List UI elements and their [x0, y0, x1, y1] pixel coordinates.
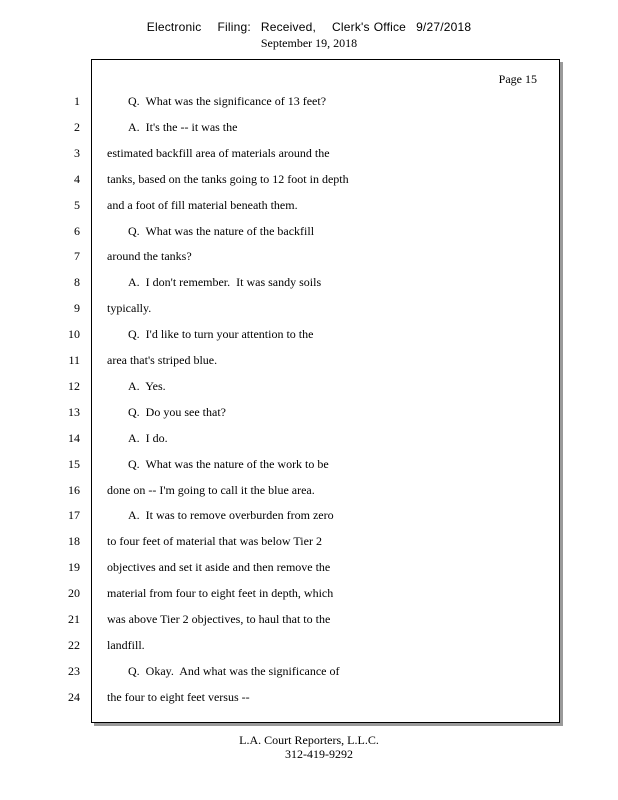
line-text: done on -- I'm going to call it the blue area. — [107, 483, 315, 497]
line-number: 21 — [68, 612, 80, 626]
line-text: to four feet of material that was below Tier 2 — [107, 534, 322, 548]
stamp-word: 9/27/2018 — [416, 20, 472, 34]
line-number: 14 — [68, 431, 80, 445]
line-number: 6 — [74, 224, 80, 238]
line-number: 22 — [68, 638, 80, 652]
line-text: estimated backfill area of materials around the — [107, 146, 330, 160]
line-text: was above Tier 2 objectives, to haul that to the — [107, 612, 331, 626]
line-number: 3 — [74, 146, 80, 160]
line-number: 8 — [74, 275, 80, 289]
line-number: 10 — [68, 327, 80, 341]
line-text: A. I do. — [128, 431, 168, 445]
line-number: 11 — [68, 353, 80, 367]
line-text: A. Yes. — [128, 379, 166, 393]
received-date: September 19, 2018 — [260, 36, 358, 50]
line-text: objectives and set it aside and then remove the — [107, 560, 331, 574]
line-text: Q. What was the nature of the backfill — [128, 224, 315, 238]
line-number: 24 — [68, 690, 80, 704]
line-number: 16 — [68, 483, 80, 497]
line-number: 23 — [68, 664, 80, 678]
line-text: the four to eight feet versus -- — [107, 690, 250, 704]
line-text: area that's striped blue. — [107, 353, 218, 367]
footer — [0, 733, 618, 761]
line-text: Q. Do you see that? — [128, 405, 226, 419]
line-text: tanks, based on the tanks going to 12 foot in depth — [107, 172, 349, 186]
line-text: Q. Okay. And what was the significance of — [128, 664, 340, 678]
line-number: 7 — [74, 249, 80, 263]
stamp-word: Office — [373, 20, 407, 34]
line-number: 17 — [68, 508, 80, 522]
line-text: Q. What was the significance of 13 feet? — [128, 94, 327, 108]
page-number: Page 15 — [498, 72, 537, 86]
stamp-word: Received, — [260, 20, 317, 34]
line-text: typically. — [107, 301, 152, 315]
line-text: material from four to eight feet in depth, which — [107, 586, 334, 600]
court-reporter-name: L.A. Court Reporters, L.L.C. — [239, 733, 379, 747]
line-number: 15 — [68, 457, 80, 471]
stamp-word: Clerk's — [332, 20, 370, 34]
filing-stamp — [0, 20, 618, 34]
line-number: 13 — [68, 405, 80, 419]
line-text: and a foot of fill material beneath them. — [107, 198, 298, 212]
line-text: Q. What was the nature of the work to be — [128, 457, 329, 471]
stamp-word: Filing: — [217, 20, 251, 34]
line-number: 18 — [68, 534, 80, 548]
line-text: A. It was to remove overburden from zero — [128, 508, 334, 522]
line-number: 2 — [74, 120, 80, 134]
line-text: A. It's the -- it was the — [128, 120, 238, 134]
line-text: Q. I'd like to turn your attention to the — [128, 327, 314, 341]
line-text: around the tanks? — [107, 249, 192, 263]
line-number: 20 — [68, 586, 80, 600]
line-text: A. I don't remember. It was sandy soils — [128, 275, 322, 289]
line-number: 9 — [74, 301, 80, 315]
line-number: 1 — [74, 94, 80, 108]
court-reporter-phone: 312-419-9292 — [285, 747, 353, 761]
line-number: 12 — [68, 379, 80, 393]
stamp-word: Electronic — [146, 20, 202, 34]
line-text: landfill. — [107, 638, 145, 652]
line-number: 5 — [74, 198, 80, 212]
line-number: 19 — [68, 560, 80, 574]
line-number: 4 — [74, 172, 80, 186]
